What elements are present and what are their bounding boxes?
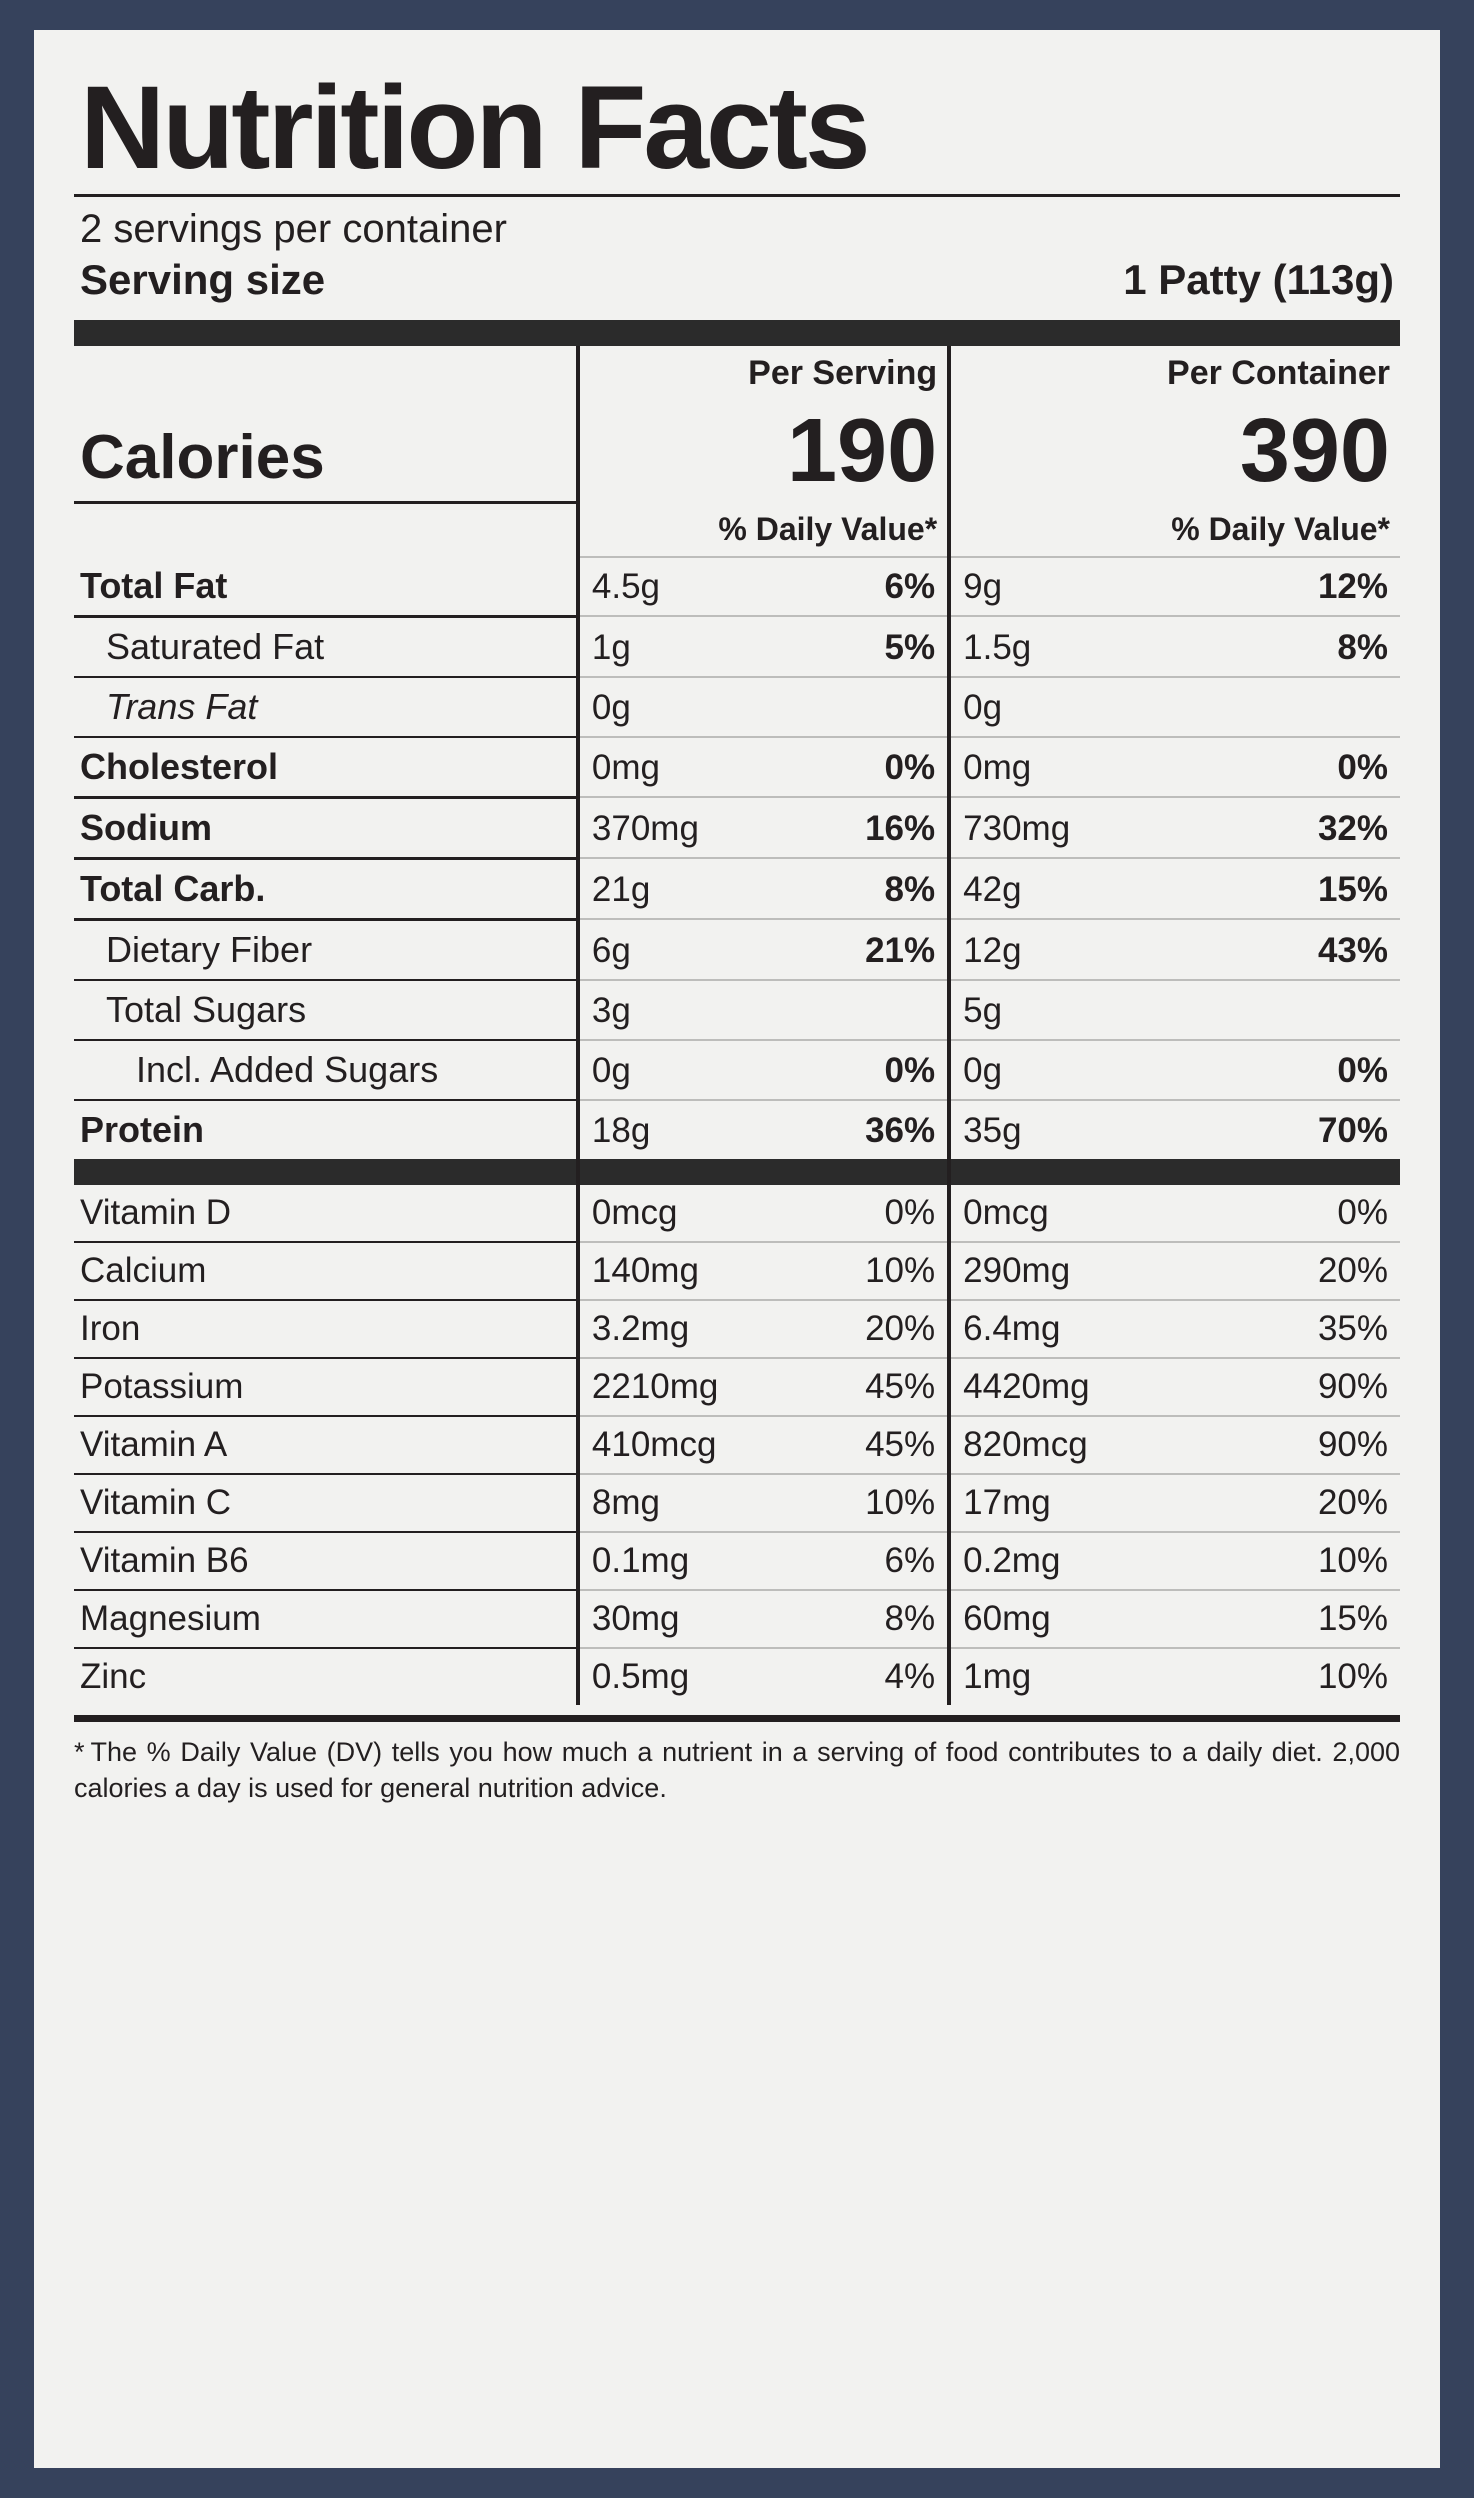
vitamin-name: Vitamin C xyxy=(74,1474,578,1532)
vitamin-container-amount: 6.4mg xyxy=(949,1300,1174,1358)
divider-segment-serving xyxy=(578,1159,949,1185)
nutrient-name: Total Sugars xyxy=(74,980,578,1040)
nutrient-serving-amount: 4.5g xyxy=(578,557,764,617)
nutrient-serving-amount: 3g xyxy=(578,980,764,1040)
vitamin-container-dv: 0% xyxy=(1175,1185,1400,1242)
vitamin-name: Vitamin D xyxy=(74,1185,578,1242)
vitamin-serving-amount: 30mg xyxy=(578,1590,764,1648)
header-per-serving: Per Serving xyxy=(578,346,949,401)
dv-header-spacer xyxy=(74,503,578,557)
vitamin-serving-dv: 45% xyxy=(764,1416,950,1474)
nutrient-serving-amount: 0mg xyxy=(578,737,764,798)
nutrient-serving-dv: 0% xyxy=(764,1040,950,1100)
calories-per-container: 390 xyxy=(949,401,1400,503)
nutrient-container-amount: 0mg xyxy=(949,737,1174,798)
table-row xyxy=(74,1648,1400,1705)
vitamin-container-dv: 20% xyxy=(1175,1474,1400,1532)
dv-header-row xyxy=(74,503,1400,557)
nutrient-serving-dv xyxy=(764,677,950,737)
nutrient-container-amount: 0g xyxy=(949,677,1174,737)
vitamin-name: Calcium xyxy=(74,1242,578,1300)
nutrient-container-amount: 42g xyxy=(949,858,1174,919)
footnote-star: * xyxy=(74,1736,85,1767)
nutrient-container-amount: 1.5g xyxy=(949,616,1174,677)
vitamin-serving-amount: 3.2mg xyxy=(578,1300,764,1358)
nutrient-container-amount: 0g xyxy=(949,1040,1174,1100)
nutrient-serving-dv: 36% xyxy=(865,1110,936,1150)
vitamin-container-amount: 0mcg xyxy=(949,1185,1174,1242)
vitamin-serving-amount: 0.5mg xyxy=(578,1648,764,1705)
table-row xyxy=(74,1416,1400,1474)
table-row xyxy=(74,616,1400,677)
table-row xyxy=(74,1242,1400,1300)
table-row xyxy=(74,1590,1400,1648)
nutrient-name: Total Carb. xyxy=(74,858,578,919)
vitamin-name: Zinc xyxy=(80,1656,147,1696)
divider-segment-container xyxy=(949,1159,1400,1185)
header-spacer xyxy=(74,346,578,401)
calories-row xyxy=(74,401,1400,503)
table-row xyxy=(74,1474,1400,1532)
vitamin-serving-dv: 0% xyxy=(764,1185,950,1242)
nutrient-name: Cholesterol xyxy=(74,737,578,798)
vitamin-container-amount: 17mg xyxy=(949,1474,1174,1532)
nutrient-container-dv xyxy=(1175,677,1400,737)
nutrient-name: Total Fat xyxy=(74,557,578,617)
nutrient-serving-amount: 0g xyxy=(578,1040,764,1100)
daily-value-footnote xyxy=(74,1715,1400,1807)
vitamin-container-dv: 20% xyxy=(1175,1242,1400,1300)
nutrient-container-dv: 0% xyxy=(1175,737,1400,798)
nutrient-container-dv: 15% xyxy=(1175,858,1400,919)
vitamin-name: Vitamin A xyxy=(74,1416,578,1474)
header-per-container: Per Container xyxy=(949,346,1400,401)
nutrient-serving-dv: 16% xyxy=(764,797,950,858)
vitamin-container-amount: 0.2mg xyxy=(949,1532,1174,1590)
page-title: Nutrition Facts xyxy=(80,62,868,194)
footnote-text: The % Daily Value (DV) tells you how much a nutrient in a serving of food contributes to a daily diet. 2,000 calories a day is used for general nutrition advice. xyxy=(74,1736,1400,1804)
vitamin-container-amount: 60mg xyxy=(949,1590,1174,1648)
nutrient-container-dv: 12% xyxy=(1175,557,1400,617)
table-row xyxy=(74,1040,1400,1100)
table-row xyxy=(74,980,1400,1040)
nutrient-serving-dv: 5% xyxy=(764,616,950,677)
nutrient-container-amount: 730mg xyxy=(949,797,1174,858)
vitamin-container-amount: 820mcg xyxy=(949,1416,1174,1474)
vitamin-serving-amount: 410mcg xyxy=(578,1416,764,1474)
vitamin-container-dv: 15% xyxy=(1175,1590,1400,1648)
vitamin-name: Iron xyxy=(74,1300,578,1358)
nutrient-serving-amount: 6g xyxy=(578,919,764,980)
nutrient-container-amount: 12g xyxy=(949,919,1174,980)
vitamin-serving-dv: 8% xyxy=(764,1590,950,1648)
vitamin-container-amount: 4420mg xyxy=(949,1358,1174,1416)
table-row xyxy=(74,1100,1400,1159)
vitamin-serving-dv: 10% xyxy=(764,1242,950,1300)
nutrient-name: Trans Fat xyxy=(74,677,578,737)
vitamin-container-dv: 10% xyxy=(1317,1656,1388,1696)
table-row xyxy=(74,1532,1400,1590)
serving-size-row xyxy=(80,256,1394,304)
nutrient-serving-amount: 370mg xyxy=(578,797,764,858)
nutrient-name: Sodium xyxy=(74,797,578,858)
vitamin-serving-dv: 10% xyxy=(764,1474,950,1532)
dv-header-container: % Daily Value* xyxy=(949,503,1400,557)
nutrient-serving-amount: 18g xyxy=(578,1100,764,1159)
nutrient-serving-dv xyxy=(764,980,950,1040)
vitamin-name: Magnesium xyxy=(74,1590,578,1648)
table-row xyxy=(74,1358,1400,1416)
vitamin-container-dv: 10% xyxy=(1175,1532,1400,1590)
nutrient-serving-dv: 21% xyxy=(764,919,950,980)
nutrient-container-dv: 70% xyxy=(1317,1110,1388,1150)
servings-per-container: 2 servings per container xyxy=(80,207,507,252)
vitamin-serving-amount: 2210mg xyxy=(578,1358,764,1416)
nutrient-serving-amount: 21g xyxy=(578,858,764,919)
column-header-row xyxy=(74,346,1400,401)
vitamin-serving-amount: 0.1mg xyxy=(578,1532,764,1590)
vitamin-serving-dv: 6% xyxy=(764,1532,950,1590)
serving-size-label: Serving size xyxy=(80,256,326,304)
serving-size-value: 1 Patty (113g) xyxy=(1123,256,1394,304)
nutrition-facts-panel xyxy=(34,30,1440,2468)
vitamin-container-dv: 90% xyxy=(1175,1416,1400,1474)
divider-segment-name xyxy=(74,1159,578,1185)
table-row xyxy=(74,1185,1400,1242)
nutrient-container-amount: 35g xyxy=(949,1100,1174,1159)
dv-header-serving: % Daily Value* xyxy=(578,503,949,557)
nutrient-container-dv: 32% xyxy=(1175,797,1400,858)
nutrient-serving-dv: 6% xyxy=(764,557,950,617)
vitamin-name: Vitamin B6 xyxy=(74,1532,578,1590)
table-row xyxy=(74,737,1400,798)
vitamin-name: Potassium xyxy=(74,1358,578,1416)
vitamin-serving-dv: 4% xyxy=(884,1656,936,1696)
vitamin-container-dv: 90% xyxy=(1175,1358,1400,1416)
table-row xyxy=(74,919,1400,980)
vitamin-serving-dv: 20% xyxy=(764,1300,950,1358)
thick-divider-top xyxy=(74,320,1400,346)
vitamin-serving-amount: 8mg xyxy=(578,1474,764,1532)
table-row xyxy=(74,797,1400,858)
calories-label: Calories xyxy=(74,401,578,503)
vitamin-serving-amount: 140mg xyxy=(578,1242,764,1300)
nutrient-container-dv: 0% xyxy=(1175,1040,1400,1100)
nutrient-serving-dv: 8% xyxy=(764,858,950,919)
nutrient-name: Protein xyxy=(80,1108,205,1150)
nutrient-name: Incl. Added Sugars xyxy=(74,1040,578,1100)
nutrient-serving-dv: 0% xyxy=(764,737,950,798)
nutrient-container-dv: 43% xyxy=(1175,919,1400,980)
vitamin-container-amount: 1mg xyxy=(949,1648,1174,1705)
nutrient-container-dv xyxy=(1175,980,1400,1040)
nutrient-name: Dietary Fiber xyxy=(74,919,578,980)
nutrient-container-dv: 8% xyxy=(1175,616,1400,677)
nutrient-container-amount: 5g xyxy=(949,980,1174,1040)
table-row xyxy=(74,677,1400,737)
vitamin-container-amount: 290mg xyxy=(949,1242,1174,1300)
calories-per-serving: 190 xyxy=(578,401,949,503)
vitamin-serving-amount: 0mcg xyxy=(578,1185,764,1242)
nutrient-name: Saturated Fat xyxy=(74,616,578,677)
nutrition-table xyxy=(74,346,1400,1705)
nutrient-container-amount: 9g xyxy=(949,557,1174,617)
table-row xyxy=(74,557,1400,617)
vitamin-serving-dv: 45% xyxy=(764,1358,950,1416)
title-divider xyxy=(74,194,1400,197)
nutrient-serving-amount: 1g xyxy=(578,616,764,677)
table-row xyxy=(74,858,1400,919)
thick-divider-row xyxy=(74,1159,1400,1185)
table-row xyxy=(74,1300,1400,1358)
nutrient-serving-amount: 0g xyxy=(578,677,764,737)
vitamin-container-dv: 35% xyxy=(1175,1300,1400,1358)
